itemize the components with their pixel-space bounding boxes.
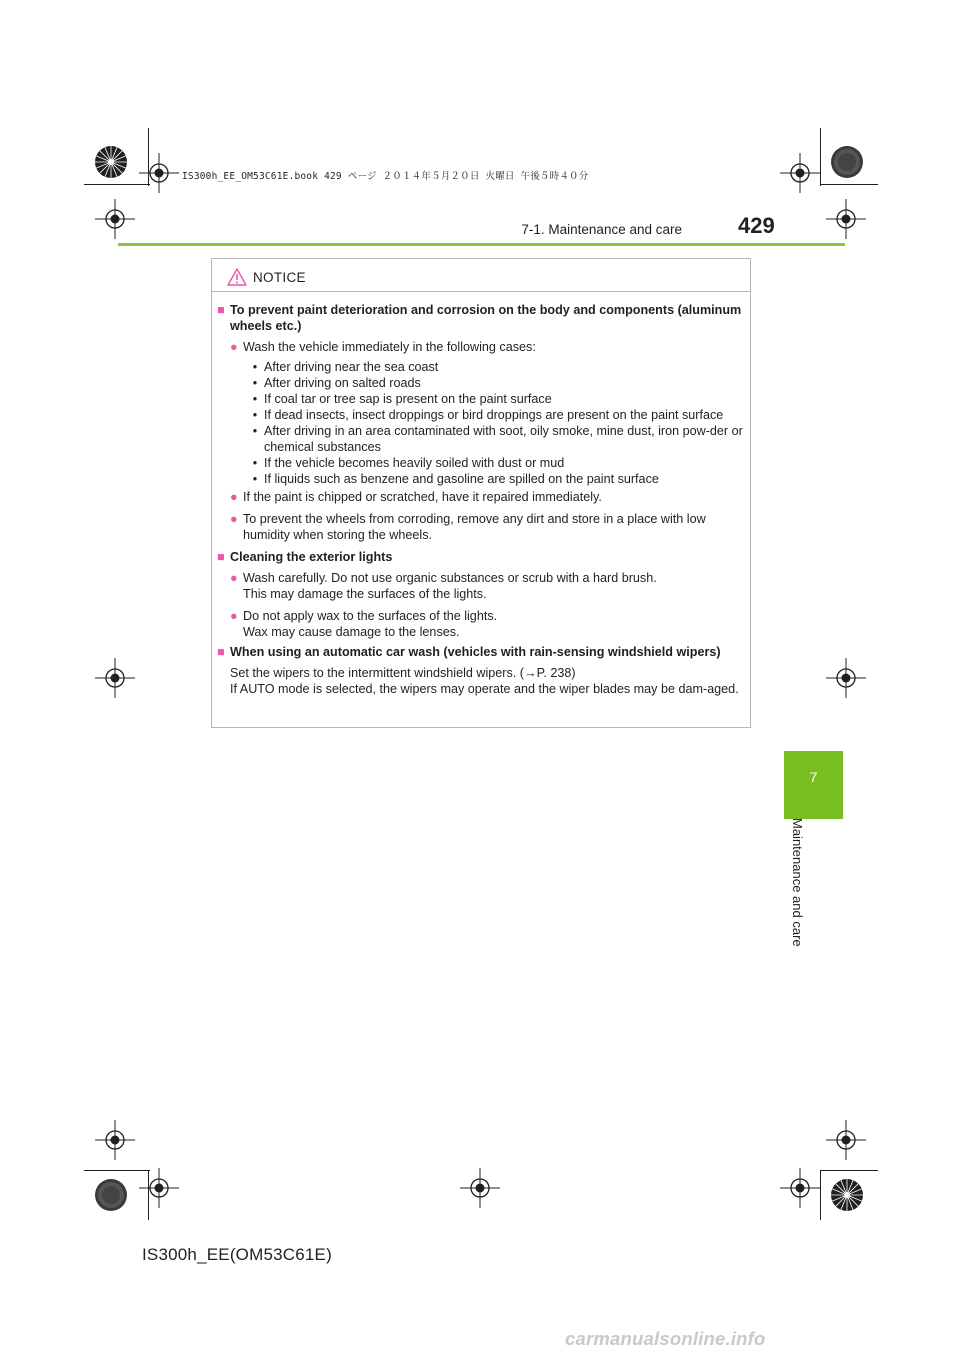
crosshair-icon bbox=[95, 1120, 135, 1160]
list-item: ● To prevent the wheels from corroding, remove any dirt and store in a place with low humidity when storing the wheels. bbox=[230, 512, 706, 542]
bullet-icon: ● bbox=[230, 512, 238, 526]
dot-bullet-icon: • bbox=[252, 424, 258, 438]
section-title: 7-1. Maintenance and care bbox=[521, 222, 682, 237]
bullet-icon: ● bbox=[230, 490, 238, 504]
crosshair-icon bbox=[826, 658, 866, 698]
crosshair-icon bbox=[826, 1120, 866, 1160]
list-item: ● Wash the vehicle immediately in the following cases: bbox=[230, 340, 536, 354]
notice-section bbox=[217, 549, 747, 640]
sub-list-item: • After driving on salted roads bbox=[248, 375, 747, 391]
section-heading: ■ When using an automatic car wash (vehicles with rain-sensing windshield wipers) bbox=[217, 645, 721, 659]
notice-section bbox=[217, 644, 747, 697]
color-rosette-icon bbox=[94, 1178, 128, 1212]
chapter-label: Maintenance and care bbox=[790, 818, 805, 947]
sub-list-item: • If coal tar or tree sap is present on the paint surface bbox=[248, 391, 747, 407]
notice-header bbox=[227, 265, 306, 289]
square-bullet-icon: ■ bbox=[217, 645, 225, 659]
section-heading: ■ Cleaning the exterior lights bbox=[217, 550, 393, 564]
color-rosette-icon bbox=[830, 145, 864, 179]
square-bullet-icon: ■ bbox=[217, 550, 225, 564]
list-item: ● Wash carefully. Do not use organic substances or scrub with a hard brush. This may damage the surfaces of the lights. bbox=[230, 571, 657, 601]
crosshair-icon bbox=[95, 658, 135, 698]
divider bbox=[212, 291, 750, 292]
crop-line bbox=[820, 128, 821, 186]
crosshair-icon bbox=[780, 153, 820, 193]
sub-list-item: • After driving near the sea coast bbox=[248, 359, 747, 375]
sub-list-item: • If liquids such as benzene and gasoline are spilled on the paint surface bbox=[248, 471, 747, 487]
list-item: ● If the paint is chipped or scratched, have it repaired immediately. bbox=[230, 490, 602, 504]
bullet-icon: ● bbox=[230, 571, 238, 585]
header-rule bbox=[118, 243, 845, 246]
notice-box bbox=[211, 258, 751, 728]
dot-bullet-icon: • bbox=[252, 472, 258, 486]
sub-list-item: • After driving in an area contaminated with soot, oily smoke, mine dust, iron pow-der or chemical substances bbox=[248, 423, 747, 455]
crosshair-icon bbox=[780, 1168, 820, 1208]
dot-bullet-icon: • bbox=[252, 456, 258, 470]
crosshair-icon bbox=[139, 1168, 179, 1208]
crop-line bbox=[820, 1170, 821, 1220]
crosshair-icon bbox=[826, 199, 866, 239]
dot-bullet-icon: • bbox=[252, 408, 258, 422]
section-body: Set the wipers to the intermittent windshield wipers. (→P. 238) If AUTO mode is selected, the wipers may operate and the wiper blades may be dam-aged. bbox=[230, 666, 739, 696]
chapter-number: 7 bbox=[809, 769, 818, 785]
book-info: IS300h_EE_OM53C61E.book 429 ページ ２０１４年５月２０日 火曜日 午後５時４０分 bbox=[182, 171, 589, 182]
crosshair-icon bbox=[139, 153, 179, 193]
section-heading: ■ To prevent paint deterioration and corrosion on the body and components (aluminum wheels etc.) bbox=[217, 303, 742, 333]
watermark: carmanualsonline.info bbox=[565, 1328, 766, 1349]
page-number: 429 bbox=[738, 213, 775, 238]
bullet-icon: ● bbox=[230, 609, 238, 623]
dot-bullet-icon: • bbox=[252, 392, 258, 406]
model-code: IS300h_EE(OM53C61E) bbox=[142, 1245, 332, 1264]
chapter-tab[interactable] bbox=[784, 751, 843, 819]
crop-line bbox=[820, 1170, 878, 1171]
notice-title: NOTICE bbox=[253, 269, 306, 285]
list-item: ● Do not apply wax to the surfaces of the lights. Wax may cause damage to the lenses. bbox=[230, 609, 498, 639]
bullet-icon: ● bbox=[230, 340, 238, 354]
sub-list-item: • If dead insects, insect droppings or bird droppings are present on the paint surface bbox=[248, 407, 747, 423]
warning-triangle-icon bbox=[227, 268, 247, 286]
color-rosette-icon bbox=[94, 145, 128, 179]
crop-line bbox=[820, 184, 878, 185]
color-rosette-icon bbox=[830, 1178, 864, 1212]
crosshair-icon bbox=[95, 199, 135, 239]
square-bullet-icon: ■ bbox=[217, 303, 225, 317]
sub-list-item: • If the vehicle becomes heavily soiled with dust or mud bbox=[248, 455, 747, 471]
dot-bullet-icon: • bbox=[252, 360, 258, 374]
crosshair-icon bbox=[460, 1168, 500, 1208]
notice-section bbox=[217, 302, 747, 543]
dot-bullet-icon: • bbox=[252, 376, 258, 390]
